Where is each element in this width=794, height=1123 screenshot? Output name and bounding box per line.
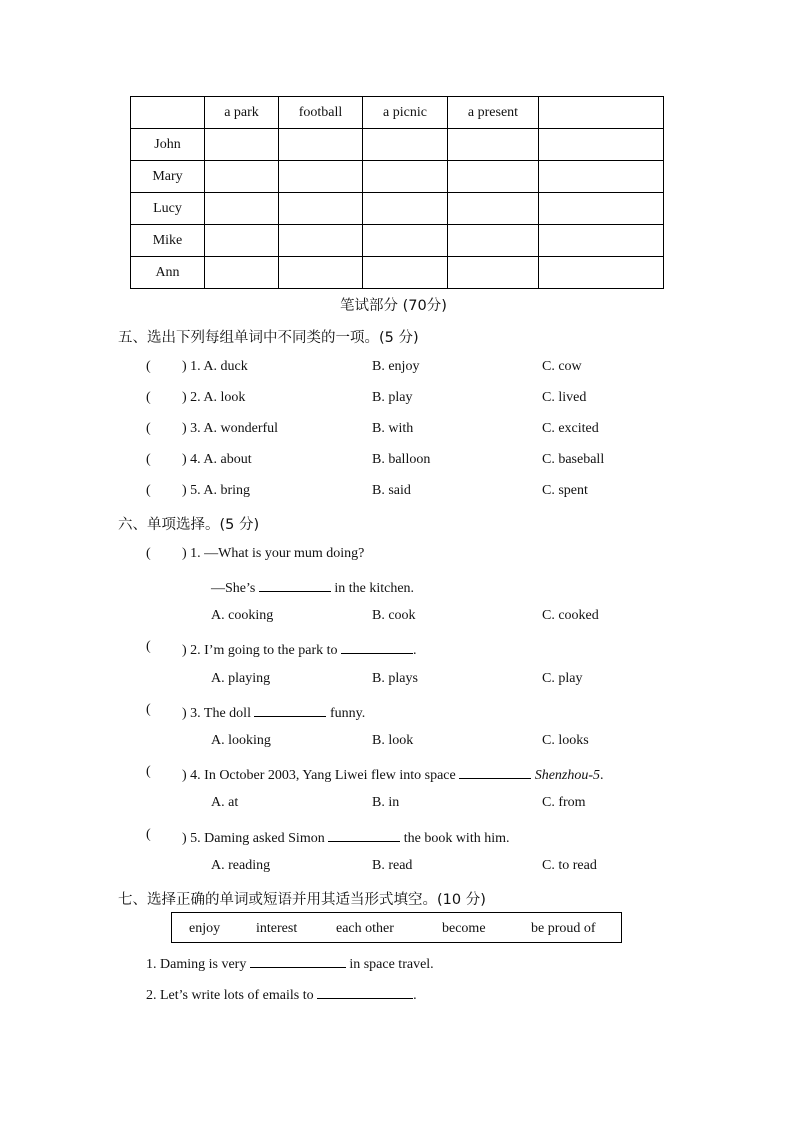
row-label: Mike bbox=[131, 225, 205, 257]
paren-open: ( bbox=[146, 702, 151, 717]
row-label: Lucy bbox=[131, 193, 205, 225]
listening-table bbox=[130, 96, 664, 289]
option-c: C. from bbox=[542, 795, 586, 810]
question-stem: 1. Daming is very bbox=[146, 957, 247, 972]
option-a: A. cooking bbox=[211, 608, 274, 623]
word-bank-item: interest bbox=[256, 921, 298, 936]
answer-cell[interactable] bbox=[279, 193, 363, 225]
section5-title: 五、选出下列每组单词中不同类的一项。(5 分) bbox=[118, 330, 419, 346]
question-stem: ) 1. —What is your mum doing? bbox=[182, 546, 365, 561]
answer-cell[interactable] bbox=[363, 193, 448, 225]
paren-open: ( bbox=[146, 452, 151, 467]
answer-cell[interactable] bbox=[363, 257, 448, 289]
answer-blank[interactable] bbox=[259, 577, 331, 592]
row-label: Mary bbox=[131, 161, 205, 193]
question-stem: ) 4. In October 2003, Yang Liwei flew into space bbox=[182, 768, 456, 783]
option-b: B. in bbox=[372, 795, 400, 810]
answer-cell[interactable] bbox=[205, 161, 279, 193]
option-b: B. said bbox=[372, 483, 411, 498]
option-b: B. read bbox=[372, 858, 413, 873]
section7-question-1 bbox=[146, 953, 434, 973]
question-stem-line bbox=[182, 764, 604, 784]
option-c: C. cooked bbox=[542, 608, 599, 623]
answer-cell[interactable] bbox=[448, 225, 539, 257]
question-stem: ) 2. A. look bbox=[182, 390, 246, 405]
question-stem: ) 5. Daming asked Simon bbox=[182, 831, 325, 846]
table-row bbox=[131, 257, 664, 289]
table-row bbox=[131, 129, 664, 161]
section6-title: 六、单项选择。(5 分) bbox=[118, 517, 260, 533]
italic-term: Shenzhou-5 bbox=[534, 768, 601, 783]
question-stem: ) 4. A. about bbox=[182, 452, 252, 467]
table-header-cell: football bbox=[279, 97, 363, 129]
response-text: —She’s bbox=[211, 581, 256, 596]
table-header-cell bbox=[131, 97, 205, 129]
word-bank-item: become bbox=[442, 921, 486, 936]
option-c: C. lived bbox=[542, 390, 587, 405]
answer-cell[interactable] bbox=[363, 225, 448, 257]
answer-cell[interactable] bbox=[539, 193, 664, 225]
word-bank-item: be proud of bbox=[531, 921, 596, 936]
table-row bbox=[131, 161, 664, 193]
row-label: Ann bbox=[131, 257, 205, 289]
word-bank bbox=[171, 912, 622, 943]
option-c: C. spent bbox=[542, 483, 588, 498]
option-b: B. plays bbox=[372, 671, 418, 686]
answer-cell[interactable] bbox=[539, 225, 664, 257]
answer-blank[interactable] bbox=[328, 827, 400, 842]
table-row bbox=[131, 193, 664, 225]
answer-cell[interactable] bbox=[448, 257, 539, 289]
answer-cell[interactable] bbox=[279, 225, 363, 257]
paren-open: ( bbox=[146, 546, 151, 561]
question-end: in space travel. bbox=[349, 957, 434, 972]
answer-cell[interactable] bbox=[448, 129, 539, 161]
answer-cell[interactable] bbox=[205, 257, 279, 289]
question-end: the book with him. bbox=[403, 831, 510, 846]
paren-open: ( bbox=[146, 421, 151, 436]
option-b: B. cook bbox=[372, 608, 416, 623]
table-header-cell: a present bbox=[448, 97, 539, 129]
option-c: C. to read bbox=[542, 858, 597, 873]
option-a: A. at bbox=[211, 795, 239, 810]
question-stem-line bbox=[182, 639, 417, 659]
question-end: funny. bbox=[329, 706, 366, 721]
answer-cell[interactable] bbox=[539, 161, 664, 193]
question-stem-line bbox=[182, 702, 365, 722]
answer-blank[interactable] bbox=[254, 702, 326, 717]
option-c: C. baseball bbox=[542, 452, 605, 467]
paren-open: ( bbox=[146, 390, 151, 405]
paren-open: ( bbox=[146, 359, 151, 374]
table-header-cell: a picnic bbox=[363, 97, 448, 129]
answer-cell[interactable] bbox=[205, 129, 279, 161]
answer-cell[interactable] bbox=[448, 193, 539, 225]
answer-cell[interactable] bbox=[448, 161, 539, 193]
word-bank-item: each other bbox=[336, 921, 394, 936]
question-stem-line bbox=[182, 827, 510, 847]
paren-open: ( bbox=[146, 639, 151, 654]
answer-cell[interactable] bbox=[539, 257, 664, 289]
question-stem: ) 5. A. bring bbox=[182, 483, 251, 498]
option-c: C. play bbox=[542, 671, 583, 686]
option-c: C. looks bbox=[542, 733, 589, 748]
answer-cell[interactable] bbox=[205, 193, 279, 225]
answer-cell[interactable] bbox=[279, 161, 363, 193]
option-b: B. play bbox=[372, 390, 413, 405]
question-stem: ) 2. I’m going to the park to bbox=[182, 643, 338, 658]
option-c: C. excited bbox=[542, 421, 599, 436]
option-a: A. playing bbox=[211, 671, 271, 686]
row-label: John bbox=[131, 129, 205, 161]
question-stem: ) 1. A. duck bbox=[182, 359, 248, 374]
answer-cell[interactable] bbox=[279, 129, 363, 161]
answer-cell[interactable] bbox=[205, 225, 279, 257]
word-bank-item: enjoy bbox=[189, 921, 221, 936]
table-header-cell bbox=[539, 97, 664, 129]
option-a: A. reading bbox=[211, 858, 271, 873]
section7-title: 七、选择正确的单词或短语并用其适当形式填空。(10 分) bbox=[118, 892, 486, 908]
question-stem: ) 3. A. wonderful bbox=[182, 421, 279, 436]
option-b: B. enjoy bbox=[372, 359, 420, 374]
option-b: B. look bbox=[372, 733, 414, 748]
response-text: in the kitchen. bbox=[334, 581, 415, 596]
question-stem: 2. Let’s write lots of emails to bbox=[146, 988, 314, 1003]
answer-cell[interactable] bbox=[363, 161, 448, 193]
answer-blank[interactable] bbox=[341, 639, 413, 654]
table-header-row bbox=[131, 97, 664, 129]
question-end: . bbox=[600, 768, 604, 783]
option-c: C. cow bbox=[542, 359, 582, 374]
table-row bbox=[131, 225, 664, 257]
table-header-cell: a park bbox=[205, 97, 279, 129]
option-b: B. balloon bbox=[372, 452, 431, 467]
answer-blank[interactable] bbox=[250, 953, 346, 968]
answer-cell[interactable] bbox=[363, 129, 448, 161]
section7-question-2 bbox=[146, 984, 417, 1004]
paren-open: ( bbox=[146, 764, 151, 779]
paren-open: ( bbox=[146, 827, 151, 842]
answer-cell[interactable] bbox=[539, 129, 664, 161]
paren-open: ( bbox=[146, 483, 151, 498]
question-end: . bbox=[413, 988, 417, 1003]
answer-cell[interactable] bbox=[279, 257, 363, 289]
question-end: . bbox=[413, 643, 417, 658]
answer-blank[interactable] bbox=[317, 984, 413, 999]
question-response-line bbox=[211, 577, 414, 597]
answer-blank[interactable] bbox=[459, 764, 531, 779]
option-a: A. looking bbox=[211, 733, 271, 748]
question-stem: ) 3. The doll bbox=[182, 706, 251, 721]
option-b: B. with bbox=[372, 421, 414, 436]
written-part-title: 笔试部分 (70分) bbox=[340, 298, 447, 314]
